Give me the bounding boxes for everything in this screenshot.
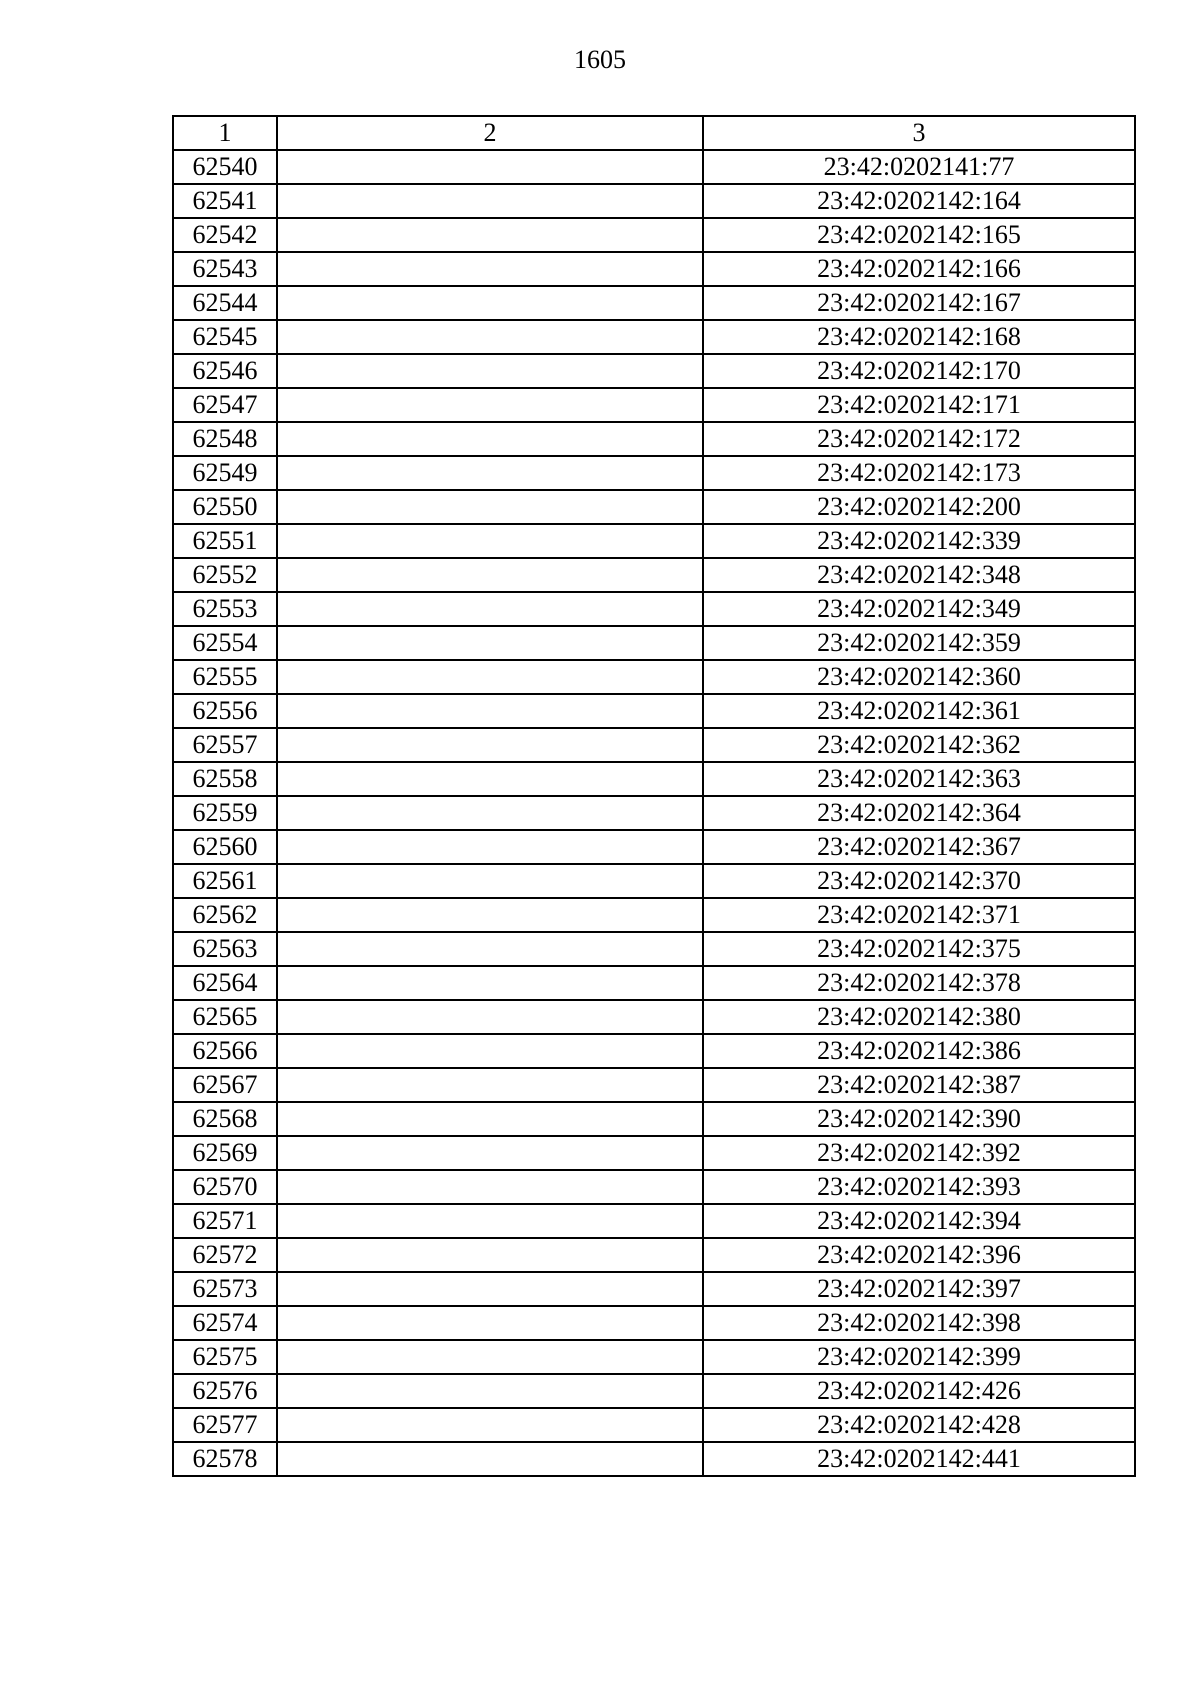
row-number-cell: 62553 bbox=[173, 592, 277, 626]
row-blank-cell bbox=[277, 694, 703, 728]
cadastral-number-cell: 23:42:0202142:390 bbox=[703, 1102, 1135, 1136]
row-number-cell: 62574 bbox=[173, 1306, 277, 1340]
row-number-cell: 62576 bbox=[173, 1374, 277, 1408]
table-row bbox=[173, 150, 1135, 184]
row-blank-cell bbox=[277, 252, 703, 286]
row-number-cell: 62558 bbox=[173, 762, 277, 796]
cadastral-number-cell: 23:42:0202142:360 bbox=[703, 660, 1135, 694]
row-blank-cell bbox=[277, 354, 703, 388]
cadastral-number-cell: 23:42:0202142:164 bbox=[703, 184, 1135, 218]
row-blank-cell bbox=[277, 830, 703, 864]
row-number-cell: 62578 bbox=[173, 1442, 277, 1476]
cadastral-number-cell: 23:42:0202142:362 bbox=[703, 728, 1135, 762]
row-number-cell: 62570 bbox=[173, 1170, 277, 1204]
table-row bbox=[173, 1272, 1135, 1306]
table-row bbox=[173, 592, 1135, 626]
cadastral-number-cell: 23:42:0202142:165 bbox=[703, 218, 1135, 252]
table-row bbox=[173, 184, 1135, 218]
data-table-container bbox=[172, 115, 1134, 1477]
table-row bbox=[173, 286, 1135, 320]
table-row bbox=[173, 1170, 1135, 1204]
row-blank-cell bbox=[277, 524, 703, 558]
row-number-cell: 62569 bbox=[173, 1136, 277, 1170]
row-blank-cell bbox=[277, 1238, 703, 1272]
row-blank-cell bbox=[277, 320, 703, 354]
row-blank-cell bbox=[277, 966, 703, 1000]
row-blank-cell bbox=[277, 422, 703, 456]
table-row bbox=[173, 966, 1135, 1000]
row-blank-cell bbox=[277, 1272, 703, 1306]
table-row bbox=[173, 354, 1135, 388]
table-row bbox=[173, 932, 1135, 966]
row-blank-cell bbox=[277, 1000, 703, 1034]
cadastral-number-cell: 23:42:0202142:172 bbox=[703, 422, 1135, 456]
row-blank-cell bbox=[277, 864, 703, 898]
row-number-cell: 62563 bbox=[173, 932, 277, 966]
cadastral-number-cell: 23:42:0202142:392 bbox=[703, 1136, 1135, 1170]
table-row bbox=[173, 1238, 1135, 1272]
table-row bbox=[173, 1374, 1135, 1408]
row-number-cell: 62557 bbox=[173, 728, 277, 762]
cadastral-number-cell: 23:42:0202142:426 bbox=[703, 1374, 1135, 1408]
table-row bbox=[173, 1102, 1135, 1136]
row-blank-cell bbox=[277, 1068, 703, 1102]
table-header-row bbox=[173, 116, 1135, 150]
row-number-cell: 62568 bbox=[173, 1102, 277, 1136]
cadastral-number-cell: 23:42:0202142:367 bbox=[703, 830, 1135, 864]
table-row bbox=[173, 762, 1135, 796]
cadastral-number-cell: 23:42:0202141:77 bbox=[703, 150, 1135, 184]
row-number-cell: 62577 bbox=[173, 1408, 277, 1442]
column-header-3: 3 bbox=[703, 116, 1135, 150]
cadastral-number-cell: 23:42:0202142:370 bbox=[703, 864, 1135, 898]
row-number-cell: 62560 bbox=[173, 830, 277, 864]
table-row bbox=[173, 660, 1135, 694]
row-blank-cell bbox=[277, 1136, 703, 1170]
row-number-cell: 62564 bbox=[173, 966, 277, 1000]
table-row bbox=[173, 728, 1135, 762]
cadastral-number-cell: 23:42:0202142:363 bbox=[703, 762, 1135, 796]
cadastral-number-cell: 23:42:0202142:380 bbox=[703, 1000, 1135, 1034]
row-blank-cell bbox=[277, 456, 703, 490]
row-blank-cell bbox=[277, 1374, 703, 1408]
row-number-cell: 62572 bbox=[173, 1238, 277, 1272]
row-blank-cell bbox=[277, 218, 703, 252]
data-table bbox=[172, 115, 1136, 1477]
table-row bbox=[173, 422, 1135, 456]
row-blank-cell bbox=[277, 184, 703, 218]
table-row bbox=[173, 1136, 1135, 1170]
row-number-cell: 62566 bbox=[173, 1034, 277, 1068]
row-blank-cell bbox=[277, 1442, 703, 1476]
row-number-cell: 62540 bbox=[173, 150, 277, 184]
table-row bbox=[173, 1340, 1135, 1374]
cadastral-number-cell: 23:42:0202142:441 bbox=[703, 1442, 1135, 1476]
row-number-cell: 62549 bbox=[173, 456, 277, 490]
cadastral-number-cell: 23:42:0202142:364 bbox=[703, 796, 1135, 830]
row-number-cell: 62550 bbox=[173, 490, 277, 524]
table-row bbox=[173, 320, 1135, 354]
table-row bbox=[173, 898, 1135, 932]
table-row bbox=[173, 796, 1135, 830]
table-row bbox=[173, 1068, 1135, 1102]
row-blank-cell bbox=[277, 1204, 703, 1238]
cadastral-number-cell: 23:42:0202142:375 bbox=[703, 932, 1135, 966]
row-blank-cell bbox=[277, 490, 703, 524]
cadastral-number-cell: 23:42:0202142:428 bbox=[703, 1408, 1135, 1442]
row-blank-cell bbox=[277, 728, 703, 762]
table-row bbox=[173, 1000, 1135, 1034]
table-row bbox=[173, 626, 1135, 660]
row-blank-cell bbox=[277, 1102, 703, 1136]
table-row bbox=[173, 218, 1135, 252]
cadastral-number-cell: 23:42:0202142:167 bbox=[703, 286, 1135, 320]
row-number-cell: 62541 bbox=[173, 184, 277, 218]
table-row bbox=[173, 1408, 1135, 1442]
cadastral-number-cell: 23:42:0202142:394 bbox=[703, 1204, 1135, 1238]
row-blank-cell bbox=[277, 1340, 703, 1374]
column-header-1: 1 bbox=[173, 116, 277, 150]
row-blank-cell bbox=[277, 1170, 703, 1204]
row-blank-cell bbox=[277, 762, 703, 796]
table-row bbox=[173, 490, 1135, 524]
cadastral-number-cell: 23:42:0202142:170 bbox=[703, 354, 1135, 388]
table-row bbox=[173, 830, 1135, 864]
row-number-cell: 62575 bbox=[173, 1340, 277, 1374]
table-row bbox=[173, 1204, 1135, 1238]
cadastral-number-cell: 23:42:0202142:200 bbox=[703, 490, 1135, 524]
cadastral-number-cell: 23:42:0202142:349 bbox=[703, 592, 1135, 626]
row-number-cell: 62555 bbox=[173, 660, 277, 694]
column-header-2: 2 bbox=[277, 116, 703, 150]
row-blank-cell bbox=[277, 1408, 703, 1442]
page-number: 1605 bbox=[574, 45, 626, 74]
row-blank-cell bbox=[277, 1306, 703, 1340]
row-blank-cell bbox=[277, 388, 703, 422]
table-row bbox=[173, 524, 1135, 558]
cadastral-number-cell: 23:42:0202142:398 bbox=[703, 1306, 1135, 1340]
table-row bbox=[173, 864, 1135, 898]
row-number-cell: 62547 bbox=[173, 388, 277, 422]
row-number-cell: 62545 bbox=[173, 320, 277, 354]
cadastral-number-cell: 23:42:0202142:171 bbox=[703, 388, 1135, 422]
row-number-cell: 62561 bbox=[173, 864, 277, 898]
row-number-cell: 62567 bbox=[173, 1068, 277, 1102]
row-number-cell: 62542 bbox=[173, 218, 277, 252]
row-blank-cell bbox=[277, 898, 703, 932]
cadastral-number-cell: 23:42:0202142:361 bbox=[703, 694, 1135, 728]
cadastral-number-cell: 23:42:0202142:397 bbox=[703, 1272, 1135, 1306]
row-blank-cell bbox=[277, 626, 703, 660]
row-blank-cell bbox=[277, 796, 703, 830]
cadastral-number-cell: 23:42:0202142:348 bbox=[703, 558, 1135, 592]
row-number-cell: 62565 bbox=[173, 1000, 277, 1034]
table-body bbox=[173, 150, 1135, 1476]
cadastral-number-cell: 23:42:0202142:173 bbox=[703, 456, 1135, 490]
table-row bbox=[173, 252, 1135, 286]
cadastral-number-cell: 23:42:0202142:339 bbox=[703, 524, 1135, 558]
row-number-cell: 62573 bbox=[173, 1272, 277, 1306]
row-number-cell: 62544 bbox=[173, 286, 277, 320]
row-number-cell: 62559 bbox=[173, 796, 277, 830]
row-number-cell: 62571 bbox=[173, 1204, 277, 1238]
row-number-cell: 62548 bbox=[173, 422, 277, 456]
table-row bbox=[173, 694, 1135, 728]
table-row bbox=[173, 1442, 1135, 1476]
table-row bbox=[173, 1306, 1135, 1340]
cadastral-number-cell: 23:42:0202142:387 bbox=[703, 1068, 1135, 1102]
cadastral-number-cell: 23:42:0202142:399 bbox=[703, 1340, 1135, 1374]
row-number-cell: 62562 bbox=[173, 898, 277, 932]
row-blank-cell bbox=[277, 932, 703, 966]
row-number-cell: 62554 bbox=[173, 626, 277, 660]
cadastral-number-cell: 23:42:0202142:393 bbox=[703, 1170, 1135, 1204]
table-header bbox=[173, 116, 1135, 150]
row-blank-cell bbox=[277, 558, 703, 592]
row-number-cell: 62543 bbox=[173, 252, 277, 286]
row-blank-cell bbox=[277, 1034, 703, 1068]
table-row bbox=[173, 1034, 1135, 1068]
cadastral-number-cell: 23:42:0202142:386 bbox=[703, 1034, 1135, 1068]
row-blank-cell bbox=[277, 150, 703, 184]
table-row bbox=[173, 558, 1135, 592]
row-number-cell: 62551 bbox=[173, 524, 277, 558]
cadastral-number-cell: 23:42:0202142:396 bbox=[703, 1238, 1135, 1272]
row-blank-cell bbox=[277, 592, 703, 626]
row-number-cell: 62546 bbox=[173, 354, 277, 388]
cadastral-number-cell: 23:42:0202142:378 bbox=[703, 966, 1135, 1000]
row-number-cell: 62556 bbox=[173, 694, 277, 728]
cadastral-number-cell: 23:42:0202142:359 bbox=[703, 626, 1135, 660]
table-row bbox=[173, 388, 1135, 422]
cadastral-number-cell: 23:42:0202142:371 bbox=[703, 898, 1135, 932]
row-number-cell: 62552 bbox=[173, 558, 277, 592]
cadastral-number-cell: 23:42:0202142:166 bbox=[703, 252, 1135, 286]
cadastral-number-cell: 23:42:0202142:168 bbox=[703, 320, 1135, 354]
row-blank-cell bbox=[277, 286, 703, 320]
row-blank-cell bbox=[277, 660, 703, 694]
table-row bbox=[173, 456, 1135, 490]
